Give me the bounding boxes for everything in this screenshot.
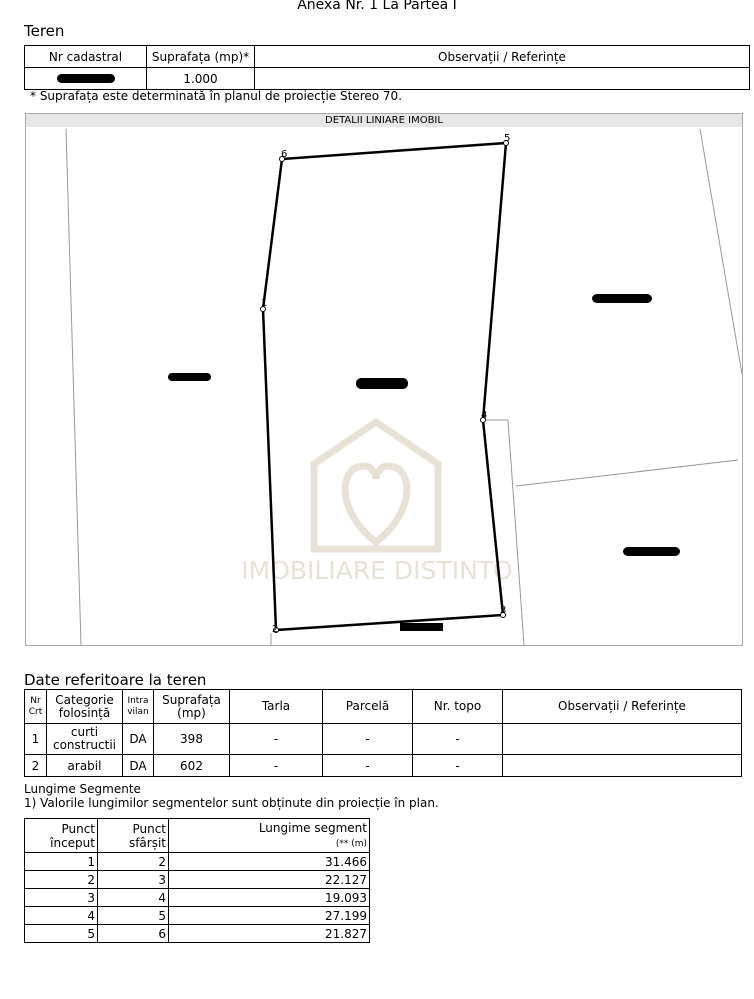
cell-length: 22.127 xyxy=(169,871,370,889)
cell-end: 3 xyxy=(98,871,169,889)
cell-start: 4 xyxy=(25,907,98,925)
teren-table xyxy=(24,45,750,90)
cell-end: 4 xyxy=(98,889,169,907)
th-observatii: Observații / Referințe xyxy=(255,46,750,68)
parcel-map xyxy=(25,113,743,646)
th-tarla: Tarla xyxy=(230,690,323,724)
cell-start: 2 xyxy=(25,871,98,889)
cell-categorie: arabil xyxy=(47,755,123,777)
vertex-label-5: 5 xyxy=(504,133,511,144)
cell-parcela: - xyxy=(323,755,413,777)
th-lungime-segment xyxy=(169,819,370,853)
date-teren-table xyxy=(24,689,742,777)
th-nr-crt: Nr Crt xyxy=(25,690,47,724)
table-row xyxy=(25,871,370,889)
suprafata-value: 1.000 xyxy=(147,68,255,90)
cell-end: 2 xyxy=(98,853,169,871)
map-title: DETALII LINIARE IMOBIL xyxy=(26,114,742,127)
cell-intra: DA xyxy=(123,755,154,777)
table-row xyxy=(25,925,370,943)
th-parcela: Parcelă xyxy=(323,690,413,724)
cell-start: 5 xyxy=(25,925,98,943)
vertex-label-2: 2 xyxy=(272,624,279,635)
lungime-note: 1) Valorile lungimilor segmentelor sunt obținute din proiecție în plan. xyxy=(24,796,439,810)
cell-length: 21.827 xyxy=(169,925,370,943)
footnote-stereo70: * Suprafața este determinată în planul de proiecție Stereo 70. xyxy=(30,89,403,103)
cell-topo: - xyxy=(413,755,503,777)
th-intra-vilan: Intra vilan xyxy=(123,690,154,724)
th-observatii-ref: Observații / Referințe xyxy=(503,690,742,724)
cell-observatii xyxy=(503,755,742,777)
observatii-value xyxy=(255,68,750,90)
cell-observatii xyxy=(503,724,742,755)
redaction-mark xyxy=(57,74,115,83)
lungime-label: Lungime segment xyxy=(258,820,367,835)
table-row xyxy=(25,853,370,871)
vertex-label-1: 1 xyxy=(261,298,268,309)
cell-nr: 1 xyxy=(25,724,47,755)
cell-parcela: - xyxy=(323,724,413,755)
cell-nr: 2 xyxy=(25,755,47,777)
th-suprafata-mp: Suprafața (mp) xyxy=(154,690,230,724)
lungime-unit: (** (m) xyxy=(335,838,367,849)
cell-suprafata: 398 xyxy=(154,724,230,755)
th-suprafata: Suprafața (mp)* xyxy=(147,46,255,68)
cell-length: 27.199 xyxy=(169,907,370,925)
th-punct-inceput: Punct început xyxy=(25,819,98,853)
th-punct-sfarsit: Punct sfârșit xyxy=(98,819,169,853)
table-row xyxy=(25,907,370,925)
th-nr-topo: Nr. topo xyxy=(413,690,503,724)
cell-length: 19.093 xyxy=(169,889,370,907)
cell-categorie: curti constructii xyxy=(47,724,123,755)
section-lungime-heading: Lungime Segmente xyxy=(24,782,141,796)
nr-cadastral-redacted xyxy=(25,68,147,90)
segments-table xyxy=(24,818,370,943)
th-categorie: Categorie folosință xyxy=(47,690,123,724)
cell-end: 5 xyxy=(98,907,169,925)
section-date-heading: Date referitoare la teren xyxy=(24,671,207,689)
vertex-label-3: 3 xyxy=(500,605,507,616)
cell-end: 6 xyxy=(98,925,169,943)
cell-intra: DA xyxy=(123,724,154,755)
parcel-map-drawing xyxy=(26,114,742,645)
watermark-logo xyxy=(241,422,512,585)
vertex-label-4: 4 xyxy=(481,410,488,421)
th-nr-cadastral: Nr cadastral xyxy=(25,46,147,68)
vertex-label-6: 6 xyxy=(281,149,288,160)
table-row xyxy=(25,724,742,755)
table-row xyxy=(25,889,370,907)
watermark-text: IMOBILIARE DISTINTO xyxy=(241,556,513,585)
table-row xyxy=(25,755,742,777)
section-teren-heading: Teren xyxy=(24,22,65,40)
cell-suprafata: 602 xyxy=(154,755,230,777)
cell-start: 1 xyxy=(25,853,98,871)
cell-length: 31.466 xyxy=(169,853,370,871)
cell-start: 3 xyxy=(25,889,98,907)
cell-tarla: - xyxy=(230,755,323,777)
cell-topo: - xyxy=(413,724,503,755)
cell-tarla: - xyxy=(230,724,323,755)
document-title: Anexa Nr. 1 La Partea I xyxy=(297,0,457,13)
